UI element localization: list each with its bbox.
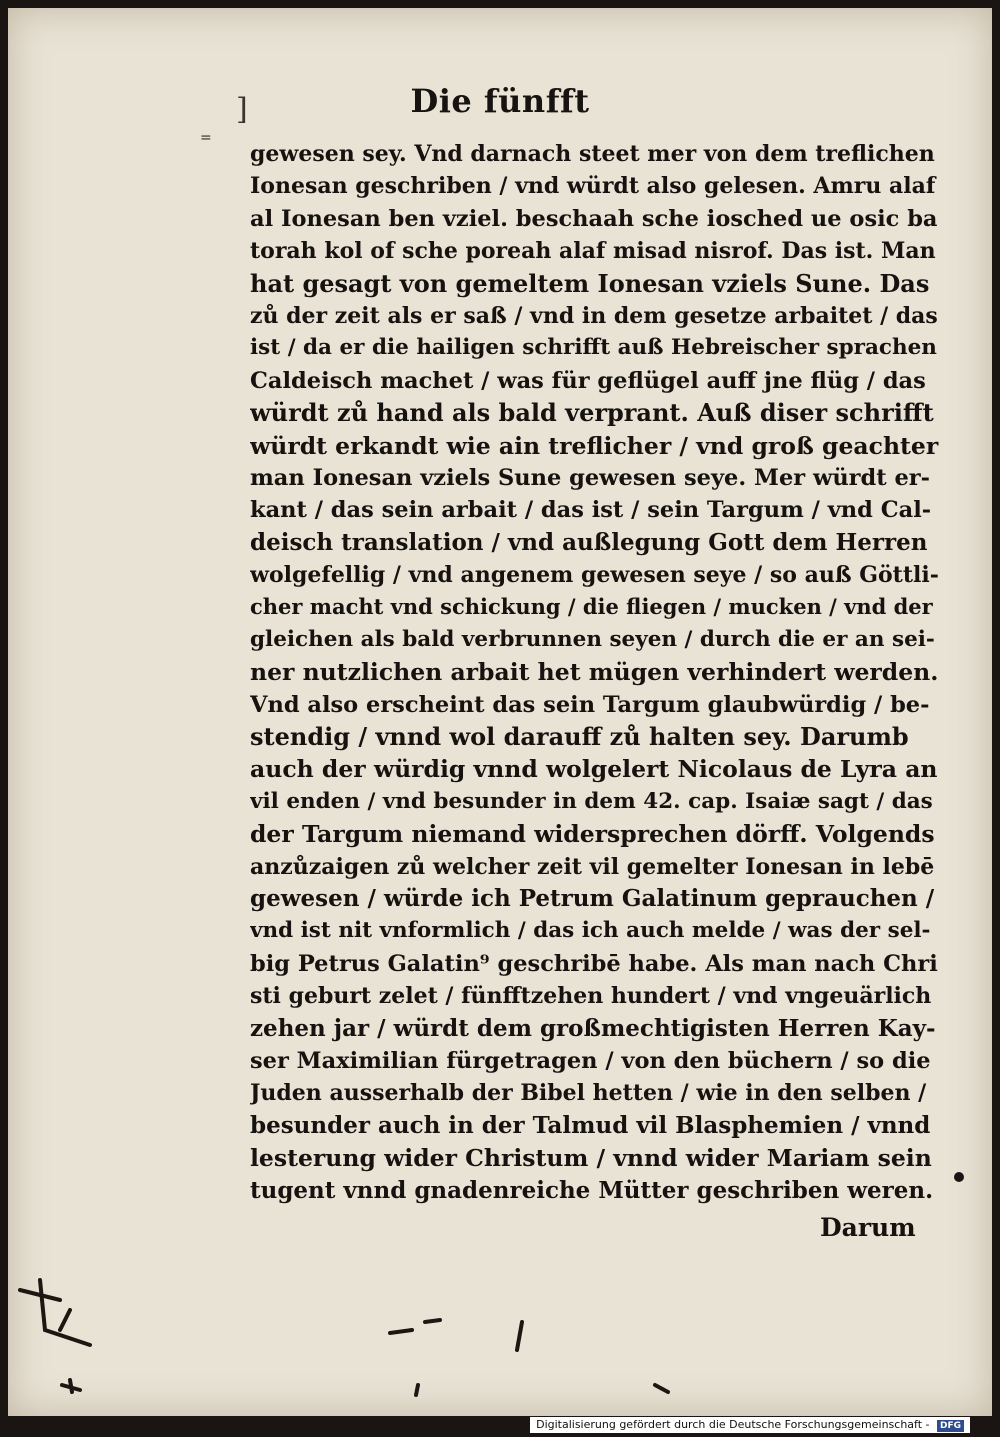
text-line: wolgefellig / vnd angenem gewesen seye / so auß Göttli- [250,562,939,589]
text-line: tugent vnnd gnadenreiche Mütter geschriben weren. [250,1176,934,1204]
text-line: gewesen / würde ich Petrum Galatinum geprauchen / [250,884,935,912]
page-header: Die fünfft [410,82,590,120]
text-line: Juden ausserhalb der Bibel hetten / wie in den selben / [250,1080,927,1107]
margin-mark: = [200,130,212,146]
text-line: deisch translation / vnd außlegung Gott dem Herren [250,528,928,556]
page-edge-mark: ] [236,92,248,127]
text-line: Vnd also erscheint das sein Targum glaubwürdig / be- [250,691,930,718]
text-line: sti geburt zelet / fünfftzehen hundert / vnd vngeuärlich [250,983,932,1010]
text-line: Ionesan geschriben / vnd würdt also gelesen. Amru alaf [250,173,936,200]
text-line: würdt erkandt wie ain treflicher / vnd groß geachter [250,431,939,460]
text-line: ist / da er die hailigen schrifft auß Hebreischer sprachen [250,335,937,361]
text-line: vil enden / vnd besunder in dem 42. cap. Isaiæ sagt / das [250,788,933,814]
text-line: al Ionesan ben vziel. beschaah sche iosched ue osic ba [250,205,938,232]
text-line: Caldeisch machet / was für geflügel auff jne flüg / das [250,367,926,394]
scribble-mark [655,1385,668,1392]
text-line: auch der würdig vnnd wolgelert Nicolaus de Lyra an [250,755,938,784]
text-line: hat gesagt von gemeltem Ionesan vziels Sune. Das [250,268,930,298]
scribble-mark [517,1322,522,1350]
text-line: man Ionesan vziels Sune gewesen seye. Mer würdt er- [250,464,930,491]
text-line: torah kol of sche poreah alaf misad nisrof. Das ist. Man [250,238,936,265]
scribble-mark [20,1280,90,1345]
text-line: würdt zů hand als bald verprant. Auß diser schrifft [250,398,934,428]
text-line: ser Maximilian fürgetragen / von den büchern / so die [250,1047,931,1074]
scribble-mark [62,1380,80,1392]
text-line: stendig / vnnd wol darauff zů halten sey. Darumb [250,722,909,752]
text-line: anzůzaigen zů welcher zeit vil gemelter Ionesan in lebē [250,853,935,880]
scribble-mark [416,1385,418,1395]
text-line: lesterung wider Christum / vnnd wider Mariam sein [250,1144,932,1173]
footer-text: Digitalisierung gefördert durch die Deutsche Forschungsgemeinschaft - [536,1418,930,1431]
text-line: der Targum niemand widersprechen dörff. Volgends [250,820,935,849]
text-line: besunder auch in der Talmud vil Blasphemien / vnnd [250,1111,931,1139]
catchword: Darum [820,1213,916,1242]
text-line: gewesen sey. Vnd darnach steet mer von dem treflichen [250,141,935,167]
text-line: ner nutzlichen arbait het mügen verhindert werden. [250,658,939,687]
text-line: gleichen als bald verbrunnen seyen / durch die er an sei- [250,626,935,652]
dfg-logo: DFG [937,1420,964,1432]
footer-credit [530,1417,970,1433]
text-line: vnd ist nit vnformlich / das ich auch melde / was der sel- [250,918,931,944]
text-line: zů der zeit als er saß / vnd in dem gesetze arbaitet / das [250,302,938,329]
text-line: big Petrus Galatin⁹ geschribē habe. Als man nach Chri [250,950,938,977]
text-line: cher macht vnd schickung / die fliegen / mucken / vnd der [250,594,933,620]
text-line: zehen jar / würdt dem großmechtigisten Herren Kay- [250,1014,936,1042]
scribble-mark [425,1320,440,1322]
text-line: kant / das sein arbait / das ist / sein Targum / vnd Cal- [250,497,932,524]
scribble-mark [390,1330,412,1333]
